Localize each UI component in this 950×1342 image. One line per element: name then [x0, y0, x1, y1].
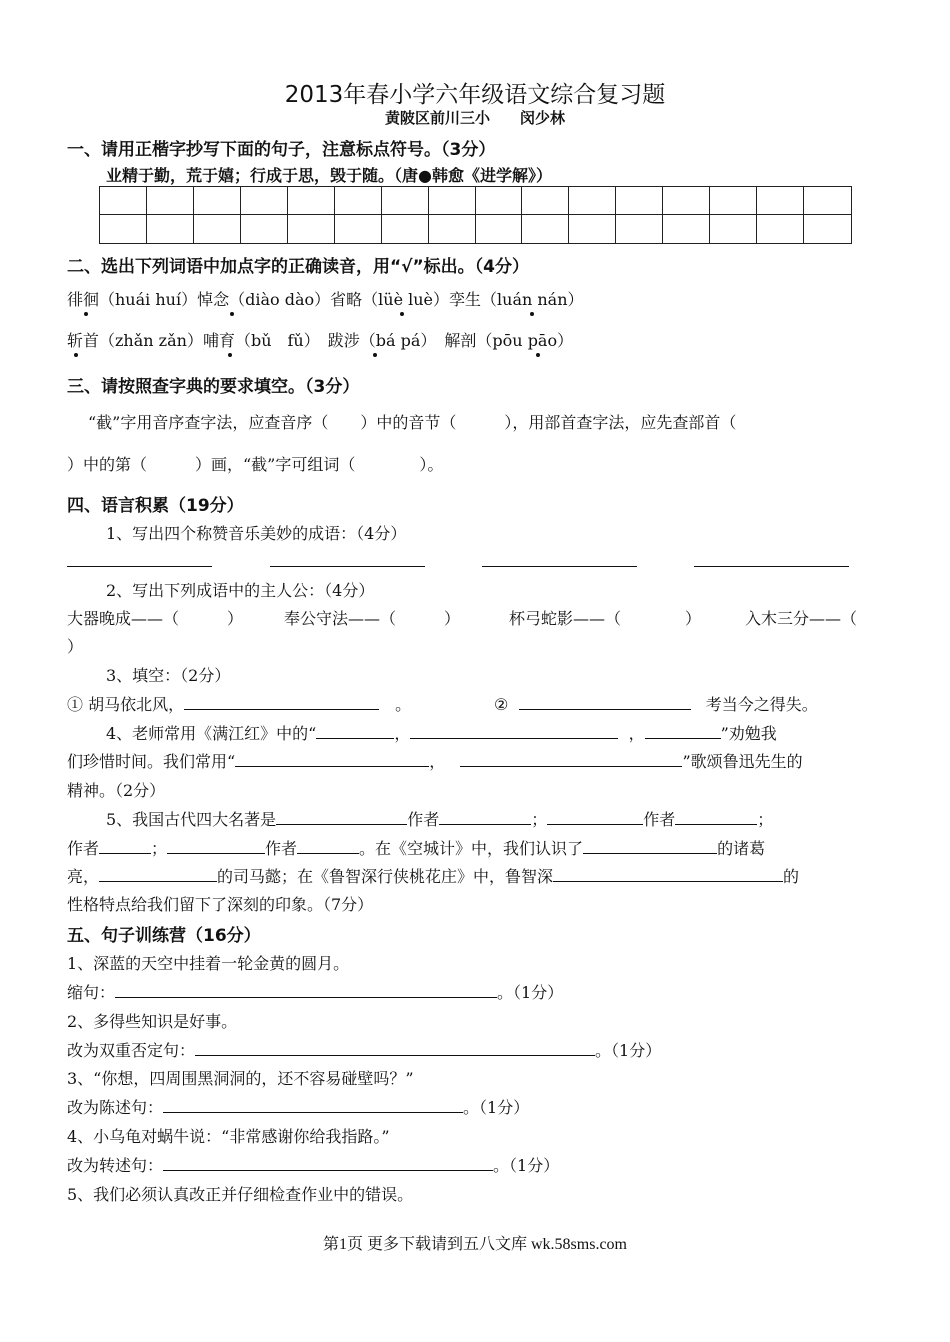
answer-line[interactable] — [519, 693, 691, 710]
emphasis-dot — [228, 353, 232, 357]
fill-b-prefix: ② — [494, 695, 509, 714]
question-4-5-line-4: 性格特点给我们留下了深刻的印象。（7分） — [67, 895, 374, 914]
text: 作者 — [67, 839, 100, 858]
text: ； — [531, 810, 548, 829]
score: 。（1分） — [595, 1041, 662, 1060]
idiom-item: 奉公守法——（ ） — [284, 609, 461, 628]
page-title: 2013年春小学六年级语文综合复习题 — [284, 82, 666, 108]
answer-line[interactable] — [645, 722, 721, 739]
grid-cell[interactable] — [382, 215, 429, 243]
answer-5-1 — [67, 980, 563, 1003]
grid-cell[interactable] — [663, 215, 710, 243]
answer-line[interactable] — [163, 1154, 493, 1171]
grid-cell[interactable] — [335, 187, 382, 215]
grid-cell[interactable] — [663, 187, 710, 215]
answer-line[interactable] — [547, 808, 643, 825]
fill-a — [67, 692, 411, 715]
question-4-4-line-2 — [67, 749, 803, 772]
grid-cell[interactable] — [429, 215, 476, 243]
answer-line[interactable] — [675, 808, 757, 825]
grid-cell[interactable] — [147, 215, 194, 243]
fill-b-suffix: 考当今之得失。 — [705, 695, 818, 714]
text: 作者 — [643, 810, 676, 829]
answer-line[interactable] — [694, 566, 849, 567]
grid-cell[interactable] — [710, 187, 757, 215]
text: ， — [394, 724, 411, 743]
grid-cell[interactable] — [710, 215, 757, 243]
emphasis-dot — [530, 312, 534, 316]
question-5-2: 2、多得些知识是好事。 — [67, 1012, 238, 1031]
emphasis-dot — [74, 353, 78, 357]
question-5-1: 1、深蓝的天空中挂着一轮金黄的圆月。 — [67, 954, 350, 973]
idiom-item: 入木三分——（ — [745, 609, 858, 628]
answer-line[interactable] — [316, 722, 394, 739]
answer-line[interactable] — [583, 837, 717, 854]
grid-cell[interactable] — [522, 187, 569, 215]
grid-cell[interactable] — [241, 215, 288, 243]
answer-line[interactable] — [67, 566, 212, 567]
text: ”劝勉我 — [720, 724, 777, 743]
text: 4、老师常用《满江红》中的“ — [106, 724, 317, 743]
section-5-heading: 五、句子训练营（16分） — [67, 926, 261, 946]
question-5-4: 4、小乌龟对蜗牛说：“非常感谢你给我指路。” — [67, 1127, 390, 1146]
answer-line[interactable] — [482, 566, 637, 567]
answer-label: 改为陈述句： — [67, 1098, 164, 1117]
emphasis-dot — [536, 353, 540, 357]
section-3-heading: 三、请按照查字典的要求填空。（3分） — [67, 377, 360, 397]
grid-cell[interactable] — [569, 215, 616, 243]
grid-cell[interactable] — [476, 215, 523, 243]
answer-line[interactable] — [270, 566, 425, 567]
grid-cell[interactable] — [382, 187, 429, 215]
answer-line[interactable] — [99, 865, 217, 882]
grid-cell[interactable] — [804, 187, 851, 215]
pinyin-row-2 — [67, 328, 573, 351]
pinyin-item: 跋涉（bá pá） — [327, 331, 429, 350]
grid-cell[interactable] — [288, 215, 335, 243]
grid-cell[interactable] — [194, 187, 241, 215]
text: 作者 — [407, 810, 440, 829]
answer-line[interactable] — [163, 1096, 463, 1113]
text: 的 — [783, 867, 800, 886]
answer-line[interactable] — [439, 808, 531, 825]
grid-cell[interactable] — [757, 215, 804, 243]
pinyin-row-1 — [67, 287, 584, 310]
grid-cell[interactable] — [476, 187, 523, 215]
idiom-item: 杯弓蛇影——（ ） — [509, 609, 702, 628]
emphasis-dot — [373, 353, 377, 357]
section-4-heading: 四、语言积累（19分） — [67, 496, 244, 516]
text: ， — [628, 724, 645, 743]
answer-line[interactable] — [99, 837, 151, 854]
answer-5-4 — [67, 1153, 559, 1176]
text: ； — [757, 810, 774, 829]
score: 。（1分） — [493, 1156, 560, 1175]
question-5-5: 5、我们必须认真改正并仔细检查作业中的错误。 — [67, 1185, 414, 1204]
copy-sentence: 业精于勤，荒于嬉；行成于思，毁于随。（唐●韩愈《进学解》） — [106, 166, 552, 185]
grid-cell[interactable] — [804, 215, 851, 243]
question-4-1: 1、写出四个称赞音乐美妙的成语：（4分） — [106, 524, 407, 543]
pinyin-item: 哺育（bǔ fǔ） — [202, 331, 312, 350]
answer-line[interactable] — [553, 865, 783, 882]
question-4-3: 3、填空：（2分） — [106, 666, 231, 685]
question-4-2: 2、写出下列成语中的主人公：（4分） — [106, 581, 375, 600]
answer-label: 改为双重否定句： — [67, 1041, 196, 1060]
grid-cell[interactable] — [757, 187, 804, 215]
pinyin-item: 解剖（pōu pāo） — [444, 331, 574, 350]
answer-line[interactable] — [460, 750, 682, 767]
answer-line[interactable] — [410, 722, 618, 739]
grid-cell[interactable] — [569, 187, 616, 215]
fill-a-suffix: 。 — [395, 695, 412, 714]
text: 5、我国古代四大名著是 — [106, 810, 277, 829]
answer-line[interactable] — [297, 837, 359, 854]
section-1-heading: 一、请用正楷字抄写下面的句子，注意标点符号。（3分） — [67, 140, 496, 160]
text: 的诸葛 — [717, 839, 766, 858]
grid-cell[interactable] — [429, 187, 476, 215]
grid-cell[interactable] — [194, 215, 241, 243]
answer-line[interactable] — [195, 1039, 595, 1056]
answer-line[interactable] — [115, 981, 497, 998]
grid-cell[interactable] — [616, 187, 663, 215]
page-footer: 第1页 更多下载请到五八文库 wk.58sms.com — [322, 1236, 627, 1253]
idiom-item: 大器晚成——（ ） — [67, 609, 244, 628]
idiom-close-paren: ） — [67, 637, 84, 656]
text: 亮， — [67, 867, 100, 886]
grid-cell[interactable] — [616, 215, 663, 243]
question-4-5-line-2 — [67, 836, 765, 859]
grid-cell[interactable] — [100, 215, 147, 243]
fill-a-prefix: ① 胡马依北风， — [67, 695, 185, 714]
pinyin-item: 徘徊（huái huí） — [67, 290, 198, 309]
grid-cell[interactable] — [335, 215, 382, 243]
writing-grid[interactable] — [99, 186, 852, 244]
text: ； — [151, 839, 168, 858]
answer-label: 缩句： — [67, 983, 116, 1002]
question-4-5-line-1 — [106, 807, 773, 830]
emphasis-dot — [230, 312, 234, 316]
answer-5-2 — [67, 1038, 661, 1061]
grid-cell[interactable] — [100, 187, 147, 215]
pinyin-item: 悼念（diào dào） — [197, 290, 331, 309]
answer-line[interactable] — [184, 693, 379, 710]
pinyin-item: 孪生（luán nán） — [449, 290, 584, 309]
answer-5-3 — [67, 1095, 529, 1118]
grid-cell[interactable] — [241, 187, 288, 215]
text: ， — [429, 752, 446, 771]
text: 作者 — [265, 839, 298, 858]
text: 的司马懿；在《鲁智深行侠桃花庄》中，鲁智深 — [217, 867, 554, 886]
question-4-5-line-3 — [67, 864, 799, 887]
question-5-3: 3、“你想，四周围黑洞洞的，还不容易碰壁吗？” — [67, 1069, 414, 1088]
answer-line[interactable] — [167, 837, 265, 854]
text: ”歌颂鲁迅先生的 — [682, 752, 803, 771]
fill-b — [494, 692, 818, 715]
answer-line[interactable] — [276, 808, 407, 825]
pinyin-item: 省略（lüè luè） — [330, 290, 450, 309]
emphasis-dot — [84, 312, 88, 316]
author-line: 黄陂区前川三小 闵少林 — [384, 109, 565, 127]
dictionary-question-line-1: “截”字用音序查字法，应查音序（ ）中的音节（ ），用部首查字法，应先查部首（ — [88, 413, 737, 432]
text: 们珍惜时间。我们常用“ — [67, 752, 236, 771]
dictionary-question-line-2: ）中的第（ ）画，“截”字可组词（ ）。 — [67, 455, 444, 474]
score: 。（1分） — [497, 983, 564, 1002]
answer-label: 改为转述句： — [67, 1156, 164, 1175]
section-2-heading: 二、选出下列词语中加点字的正确读音，用“√”标出。（4分） — [67, 257, 530, 277]
pinyin-item: 斩首（zhǎn zǎn） — [67, 331, 203, 350]
question-4-4-line-3: 精神。（2分） — [67, 781, 166, 800]
answer-line[interactable] — [235, 750, 429, 767]
emphasis-dot — [400, 312, 404, 316]
grid-cell[interactable] — [147, 187, 194, 215]
text: 。在《空城计》中，我们认识了 — [359, 839, 584, 858]
grid-cell[interactable] — [522, 215, 569, 243]
grid-cell[interactable] — [288, 187, 335, 215]
question-4-4-line-1 — [106, 721, 777, 744]
score: 。（1分） — [463, 1098, 530, 1117]
